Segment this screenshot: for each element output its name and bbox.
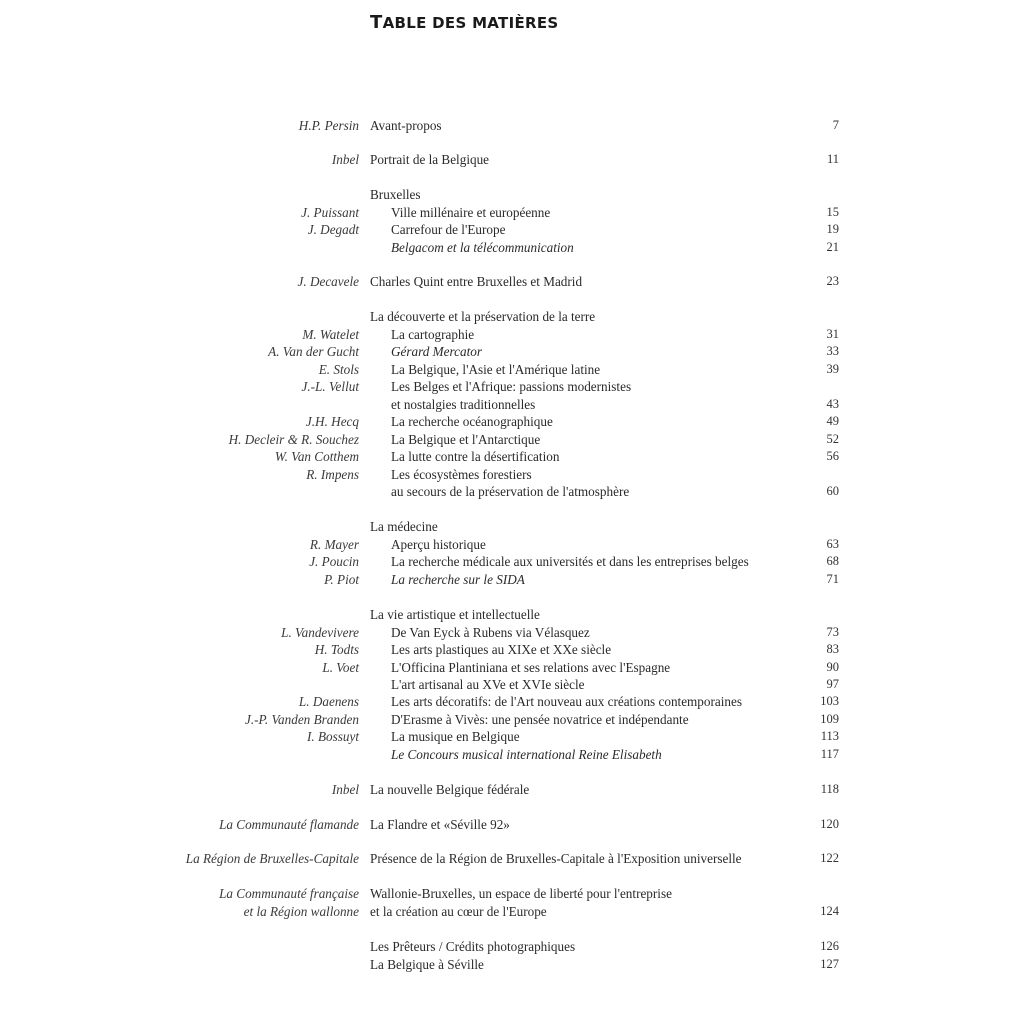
toc-title: D'Erasme à Vivès: une pensée novatrice et indépendante <box>391 712 689 727</box>
toc-row <box>0 816 1024 833</box>
toc-row <box>0 273 1024 290</box>
toc-author: J.-P. Vanden Branden <box>244 712 359 727</box>
toc-row <box>0 659 1024 676</box>
toc-page-number: 60 <box>826 484 839 498</box>
toc-page-number: 15 <box>826 205 839 219</box>
toc-author: R. Mayer <box>309 537 359 552</box>
toc-author: H.P. Persin <box>298 118 359 133</box>
toc-row <box>0 361 1024 378</box>
toc-row <box>0 938 1024 955</box>
toc-author: P. Piot <box>324 572 359 587</box>
toc-title: Les Prêteurs / Crédits photographiques <box>370 939 576 954</box>
toc-author: Inbel <box>331 782 359 797</box>
toc-title: Wallonie-Bruxelles, un espace de liberté pour l'entreprise <box>370 886 672 901</box>
toc-author: J. Poucin <box>309 554 359 569</box>
toc-author: La Communauté flamande <box>219 817 359 832</box>
toc-row <box>0 956 1024 973</box>
toc-page-number: 31 <box>826 327 839 341</box>
toc-title: Bruxelles <box>370 187 421 202</box>
toc-title: La Flandre et «Séville 92» <box>370 817 510 832</box>
toc-title: La lutte contre la désertification <box>391 449 560 464</box>
toc-page-number: 118 <box>820 782 839 796</box>
toc-author: J. Degadt <box>307 222 359 237</box>
toc-row <box>0 396 1024 413</box>
toc-title: Présence de la Région de Bruxelles-Capitale à l'Exposition universelle <box>370 851 742 866</box>
toc-row <box>0 343 1024 360</box>
toc-author: et la Région wallonne <box>243 904 359 919</box>
toc-page-number: 21 <box>826 240 839 254</box>
toc-page-number: 97 <box>826 677 839 691</box>
toc-page-number: 90 <box>826 660 839 674</box>
toc-author: M. Watelet <box>302 327 359 342</box>
toc-row <box>0 781 1024 798</box>
toc-row <box>0 641 1024 658</box>
toc-author: L. Voet <box>322 660 359 675</box>
toc-row <box>0 151 1024 168</box>
toc-row <box>0 483 1024 500</box>
toc-row <box>0 239 1024 256</box>
toc-page-number: 71 <box>826 572 839 586</box>
toc-author: J.-L. Vellut <box>301 379 359 394</box>
toc-page-number: 113 <box>820 729 839 743</box>
toc-title: Les arts plastiques au XIXe et XXe siècle <box>391 642 612 657</box>
toc-title: Belgacom et la télécommunication <box>391 240 574 255</box>
toc-row <box>0 571 1024 588</box>
toc-row <box>0 326 1024 343</box>
toc-author: J. Decavele <box>297 274 359 289</box>
toc-page-number: 120 <box>820 817 839 831</box>
toc-title: Aperçu historique <box>391 537 486 552</box>
page-title-rest: ABLE DES MATIÈRES <box>382 14 559 32</box>
toc-row <box>0 606 1024 623</box>
toc-title: La nouvelle Belgique fédérale <box>370 782 530 797</box>
toc-row <box>0 903 1024 920</box>
toc-page-number: 49 <box>826 414 839 428</box>
toc-page-number: 126 <box>820 939 839 953</box>
toc-page-number: 52 <box>826 432 839 446</box>
toc-title: La Belgique, l'Asie et l'Amérique latine <box>391 362 601 377</box>
toc-page-number: 109 <box>820 712 839 726</box>
toc-title: La musique en Belgique <box>391 729 520 744</box>
toc-page-number: 33 <box>826 344 839 358</box>
toc-row <box>0 885 1024 902</box>
toc-title: La Belgique et l'Antarctique <box>391 432 541 447</box>
toc-row <box>0 221 1024 238</box>
toc-page-number: 68 <box>826 554 839 568</box>
toc-page-number: 103 <box>820 694 839 708</box>
toc-title: L'art artisanal au XVe et XVIe siècle <box>391 677 585 692</box>
toc-title: Gérard Mercator <box>391 344 482 359</box>
toc-title: au secours de la préservation de l'atmosphère <box>391 484 630 499</box>
toc-title: La recherche sur le SIDA <box>391 572 525 587</box>
toc-row <box>0 676 1024 693</box>
toc-row <box>0 536 1024 553</box>
toc-title: Carrefour de l'Europe <box>391 222 506 237</box>
toc-row <box>0 624 1024 641</box>
toc-title: La cartographie <box>391 327 475 342</box>
toc-title: Les écosystèmes forestiers <box>391 467 532 482</box>
toc-page-number: 117 <box>820 747 839 761</box>
toc-author: H. Todts <box>314 642 359 657</box>
toc-page-number: 63 <box>826 537 839 551</box>
toc-author: H. Decleir & R. Souchez <box>228 432 359 447</box>
toc-page-number: 127 <box>820 957 839 971</box>
toc-page-number: 19 <box>826 222 839 236</box>
toc-row <box>0 746 1024 763</box>
toc-author: W. Van Cotthem <box>274 449 359 464</box>
toc-row <box>0 413 1024 430</box>
toc-title: Avant-propos <box>370 118 442 133</box>
toc-author: L. Daenens <box>298 694 359 709</box>
toc-author: La Communauté française <box>219 886 359 901</box>
toc-row <box>0 431 1024 448</box>
toc-row <box>0 186 1024 203</box>
toc-row <box>0 378 1024 395</box>
toc-row <box>0 448 1024 465</box>
toc-title: Charles Quint entre Bruxelles et Madrid <box>370 274 583 289</box>
toc-row <box>0 308 1024 325</box>
toc-row <box>0 518 1024 535</box>
toc-title: La médecine <box>370 519 438 534</box>
toc-title: La Belgique à Séville <box>370 957 484 972</box>
toc-page-number: 124 <box>820 904 839 918</box>
toc-page-number: 122 <box>820 851 839 865</box>
toc-page-number: 39 <box>826 362 839 376</box>
toc-title: La vie artistique et intellectuelle <box>370 607 540 622</box>
toc-author: R. Impens <box>306 467 359 482</box>
toc-row <box>0 711 1024 728</box>
toc-page-number: 83 <box>826 642 839 656</box>
toc-row <box>0 204 1024 221</box>
toc-page-number: 23 <box>826 274 839 288</box>
toc-page-number: 56 <box>826 449 839 463</box>
toc-title: et la création au cœur de l'Europe <box>370 904 547 919</box>
toc-title: De Van Eyck à Rubens via Vélasquez <box>391 625 590 640</box>
toc-author: L. Vandevivere <box>281 625 359 640</box>
toc-title: La recherche océanographique <box>391 414 553 429</box>
toc-title: Les arts décoratifs: de l'Art nouveau aux créations contemporaines <box>391 694 742 709</box>
toc-title: Ville millénaire et européenne <box>391 205 551 220</box>
toc-author: Inbel <box>331 152 359 167</box>
toc-author: J. Puissant <box>301 205 359 220</box>
toc-row <box>0 117 1024 134</box>
toc-author: La Région de Bruxelles-Capitale <box>185 851 359 866</box>
toc-author: A. Van der Gucht <box>268 344 359 359</box>
toc-page-number: 11 <box>826 152 839 166</box>
toc-title: L'Officina Plantiniana et ses relations avec l'Espagne <box>391 660 671 675</box>
toc-row <box>0 466 1024 483</box>
toc-title: Le Concours musical international Reine Elisabeth <box>391 747 662 762</box>
toc-author: E. Stols <box>318 362 359 377</box>
page-title-initial: T <box>370 12 383 33</box>
toc-title: Portrait de la Belgique <box>370 152 490 167</box>
toc-title: La découverte et la préservation de la terre <box>370 309 596 324</box>
toc-page-number: 43 <box>826 397 839 411</box>
toc-page-number: 73 <box>826 625 839 639</box>
toc-row <box>0 693 1024 710</box>
toc-title: et nostalgies traditionnelles <box>391 397 536 412</box>
toc-title: Les Belges et l'Afrique: passions modernistes <box>391 379 632 394</box>
toc-row <box>0 728 1024 745</box>
toc-author: I. Bossuyt <box>306 729 359 744</box>
toc-title: La recherche médicale aux universités et dans les entreprises belges <box>391 554 749 569</box>
toc-row <box>0 553 1024 570</box>
toc-page-number: 7 <box>832 118 839 132</box>
toc-author: J.H. Hecq <box>305 414 359 429</box>
toc-row <box>0 850 1024 867</box>
